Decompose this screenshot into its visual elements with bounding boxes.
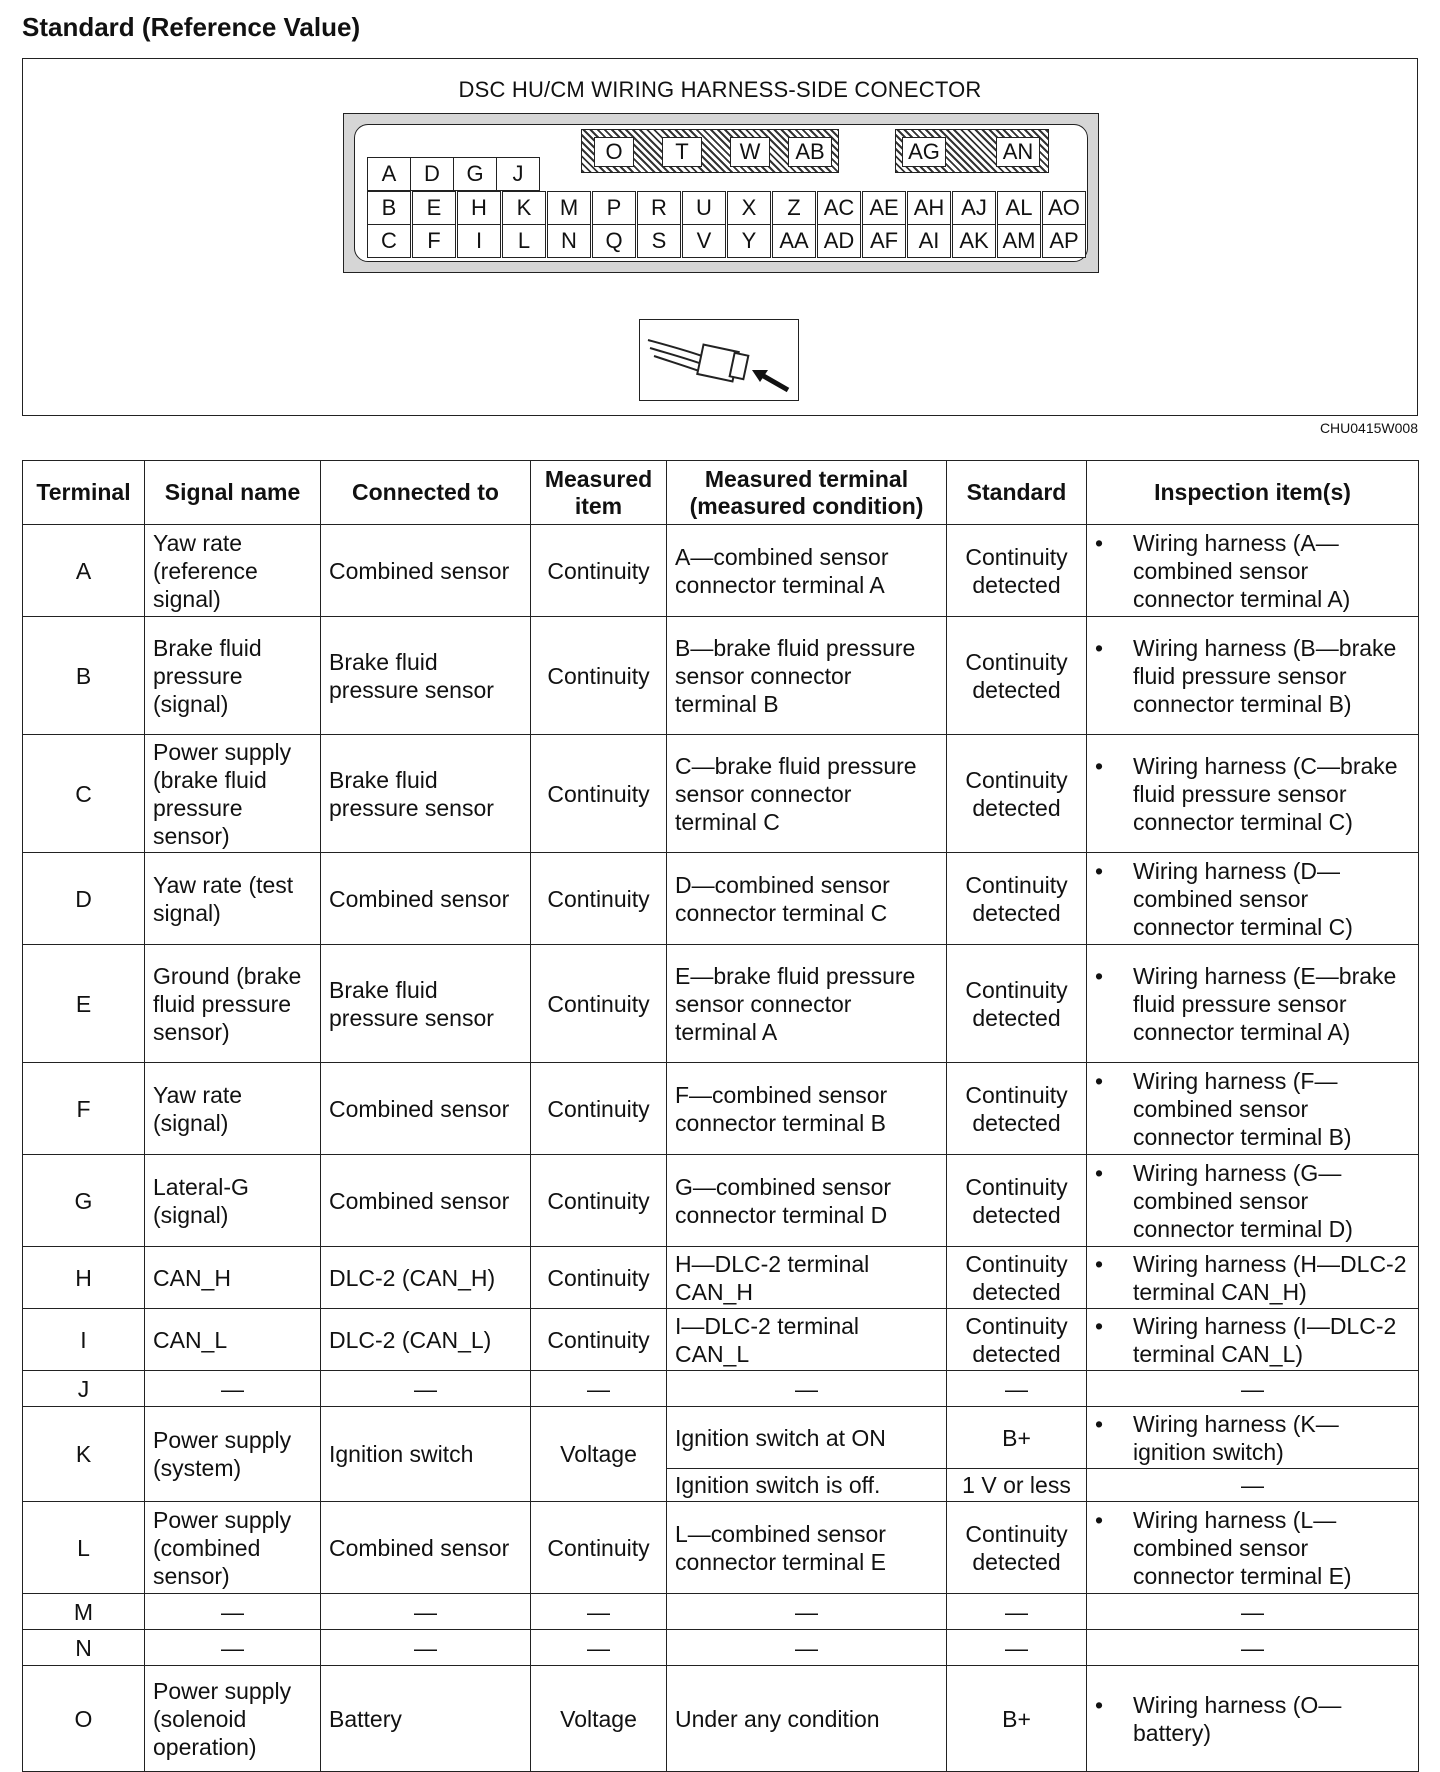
empty-cell: — [1087, 1630, 1419, 1666]
connector-body [343, 113, 1099, 273]
pin: U [682, 191, 726, 225]
connected-to-cell: Battery [321, 1666, 531, 1772]
measured-terminal-cell: I—DLC-2 terminal CAN_L [667, 1309, 947, 1371]
pin: AL [997, 191, 1041, 225]
table-row [23, 617, 1419, 735]
table-row [23, 1502, 1419, 1594]
table-row [23, 1594, 1419, 1630]
measured-item-cell: Continuity [531, 853, 667, 945]
inspection-text: Wiring harness (F—combined sensor connector terminal B) [1133, 1067, 1352, 1150]
standard-cell: Continuity detected [947, 1155, 1087, 1247]
standard-cell: Continuity detected [947, 945, 1087, 1063]
terminal-cell: C [23, 735, 145, 853]
pin: AA [772, 224, 816, 258]
measured-terminal-cell: E—brake fluid pressure sensor connector terminal A [667, 945, 947, 1063]
page-heading: Standard (Reference Value) [22, 12, 361, 42]
empty-cell: — [667, 1630, 947, 1666]
pin: AK [952, 224, 996, 258]
table-row [23, 1247, 1419, 1309]
pin: G [453, 157, 497, 191]
terminal-cell: O [23, 1666, 145, 1772]
inspection-text: Wiring harness (K—ignition switch) [1133, 1410, 1339, 1465]
column-header: Measured item [531, 461, 667, 525]
pin: AM [997, 224, 1041, 258]
pin: J [496, 157, 540, 191]
bullet-icon: • [1095, 962, 1104, 989]
pin: H [457, 191, 501, 225]
inspection-cell [1087, 1247, 1419, 1309]
table-row [23, 1371, 1419, 1407]
measured-item-cell: Voltage [531, 1666, 667, 1772]
signal-name-cell: Yaw rate (reference signal) [145, 525, 321, 617]
pin: Z [772, 191, 816, 225]
terminal-cell: H [23, 1247, 145, 1309]
measured-terminal-cell: L—combined sensor connector terminal E [667, 1502, 947, 1594]
pin: M [547, 191, 591, 225]
table-row [23, 1063, 1419, 1155]
empty-cell: — [531, 1594, 667, 1630]
empty-cell: — [1087, 1371, 1419, 1407]
pin: K [502, 191, 546, 225]
terminal-cell: L [23, 1502, 145, 1594]
pin: AB [788, 137, 832, 167]
terminal-spec-table [22, 460, 1419, 1772]
diagram-title: DSC HU/CM WIRING HARNESS-SIDE CONECTOR [458, 77, 982, 102]
pin: Y [727, 224, 771, 258]
empty-cell: — [947, 1371, 1087, 1407]
pin: AG [902, 137, 946, 167]
pin: W [730, 137, 770, 167]
table-row [23, 525, 1419, 617]
measured-terminal-cell: Under any condition [667, 1666, 947, 1772]
measured-terminal-cell: Ignition switch is off. [667, 1469, 947, 1502]
connected-to-cell: Brake fluid pressure sensor [321, 617, 531, 735]
signal-name-cell: CAN_H [145, 1247, 321, 1309]
standard-cell: Continuity detected [947, 1502, 1087, 1594]
terminal-cell: K [23, 1407, 145, 1502]
measured-terminal-cell: G—combined sensor connector terminal D [667, 1155, 947, 1247]
empty-cell: — [947, 1594, 1087, 1630]
pin: N [547, 224, 591, 258]
standard-cell: 1 V or less [947, 1469, 1087, 1502]
signal-name-cell: Power supply (solenoid operation) [145, 1666, 321, 1772]
terminal-cell: M [23, 1594, 145, 1630]
terminal-cell: G [23, 1155, 145, 1247]
inspection-cell: — [1087, 1469, 1419, 1502]
pin: AI [907, 224, 951, 258]
terminal-cell: E [23, 945, 145, 1063]
bullet-icon: • [1095, 752, 1104, 779]
pin: X [727, 191, 771, 225]
inspection-cell [1087, 1407, 1419, 1469]
pin: P [592, 191, 636, 225]
pin: AD [817, 224, 861, 258]
measured-item-cell: Continuity [531, 735, 667, 853]
standard-cell: Continuity detected [947, 525, 1087, 617]
inspection-cell [1087, 525, 1419, 617]
inspection-cell [1087, 853, 1419, 945]
standard-cell: Continuity detected [947, 617, 1087, 735]
pin: Q [592, 224, 636, 258]
empty-cell: — [1087, 1594, 1419, 1630]
inspection-cell [1087, 1666, 1419, 1772]
measured-item-cell: Voltage [531, 1407, 667, 1502]
empty-cell: — [947, 1630, 1087, 1666]
table-row [23, 1155, 1419, 1247]
bullet-icon: • [1095, 1691, 1104, 1718]
measured-item-cell: Continuity [531, 945, 667, 1063]
standard-cell: Continuity detected [947, 1063, 1087, 1155]
connected-to-cell: DLC-2 (CAN_L) [321, 1309, 531, 1371]
inspection-cell [1087, 1063, 1419, 1155]
signal-name-cell: Power supply (combined sensor) [145, 1502, 321, 1594]
signal-name-cell: CAN_L [145, 1309, 321, 1371]
inspection-text: Wiring harness (G—combined sensor connector terminal D) [1133, 1159, 1353, 1242]
bullet-icon: • [1095, 529, 1104, 556]
pin: AN [996, 137, 1040, 167]
empty-cell: — [531, 1371, 667, 1407]
column-header: Terminal [23, 461, 145, 525]
pin: L [502, 224, 546, 258]
inspection-text: Wiring harness (O—battery) [1133, 1691, 1342, 1746]
terminal-cell: N [23, 1630, 145, 1666]
hatched-pin-block [895, 129, 1049, 173]
standard-cell: Continuity detected [947, 1247, 1087, 1309]
pin: F [412, 224, 456, 258]
inspection-cell [1087, 1502, 1419, 1594]
table-header-row [23, 461, 1419, 525]
pin: D [410, 157, 454, 191]
pin: AE [862, 191, 906, 225]
standard-cell: Continuity detected [947, 853, 1087, 945]
pin: I [457, 224, 501, 258]
figure-code: CHU0415W008 [1319, 420, 1418, 436]
signal-name-cell: Lateral-G (signal) [145, 1155, 321, 1247]
column-header: Standard [947, 461, 1087, 525]
table-row [23, 1666, 1419, 1772]
table-row [23, 735, 1419, 853]
pin: O [594, 137, 634, 167]
connected-to-cell: Combined sensor [321, 1063, 531, 1155]
table-row [23, 1630, 1419, 1666]
connector-face [354, 124, 1088, 262]
standard-cell: B+ [947, 1666, 1087, 1772]
measured-terminal-cell: C—brake fluid pressure sensor connector terminal C [667, 735, 947, 853]
inspection-text: Wiring harness (L—combined sensor connector terminal E) [1133, 1506, 1352, 1589]
signal-name-cell: Power supply (system) [145, 1407, 321, 1502]
connector-diagram [22, 58, 1418, 416]
bullet-icon: • [1095, 1067, 1104, 1094]
pin: E [412, 191, 456, 225]
empty-cell: — [321, 1630, 531, 1666]
inspection-text: Wiring harness (H—DLC-2 terminal CAN_H) [1133, 1250, 1407, 1305]
table-row [23, 945, 1419, 1063]
connected-to-cell: Combined sensor [321, 1502, 531, 1594]
connected-to-cell: Brake fluid pressure sensor [321, 735, 531, 853]
pin: AH [907, 191, 951, 225]
column-header: Connected to [321, 461, 531, 525]
connected-to-cell: Combined sensor [321, 853, 531, 945]
measured-item-cell: Continuity [531, 1247, 667, 1309]
table-row [23, 853, 1419, 945]
standard-cell: B+ [947, 1407, 1087, 1469]
inspection-text: Wiring harness (D—combined sensor connector terminal C) [1133, 857, 1353, 940]
pin: S [637, 224, 681, 258]
bullet-icon: • [1095, 857, 1104, 884]
pin: AO [1042, 191, 1086, 225]
bullet-icon: • [1095, 1250, 1104, 1277]
connected-to-cell: Combined sensor [321, 525, 531, 617]
inspection-text: Wiring harness (A—combined sensor connector terminal A) [1133, 529, 1351, 612]
connected-to-cell: Combined sensor [321, 1155, 531, 1247]
terminal-cell: I [23, 1309, 145, 1371]
measured-terminal-cell: Ignition switch at ON [667, 1407, 947, 1469]
measured-terminal-cell: H—DLC-2 terminal CAN_H [667, 1247, 947, 1309]
inspection-cell [1087, 1309, 1419, 1371]
signal-name-cell: Yaw rate (test signal) [145, 853, 321, 945]
column-header: Measured terminal (measured condition) [667, 461, 947, 525]
signal-name-cell: Ground (brake fluid pressure sensor) [145, 945, 321, 1063]
terminal-cell: A [23, 525, 145, 617]
empty-cell: — [321, 1594, 531, 1630]
signal-name-cell: Brake fluid pressure (signal) [145, 617, 321, 735]
signal-name-cell: Yaw rate (signal) [145, 1063, 321, 1155]
measured-item-cell: Continuity [531, 617, 667, 735]
hatched-pin-block [581, 129, 839, 173]
measured-terminal-cell: A—combined sensor connector terminal A [667, 525, 947, 617]
connected-to-cell: Ignition switch [321, 1407, 531, 1502]
inspection-cell [1087, 945, 1419, 1063]
pin: V [682, 224, 726, 258]
pin: AF [862, 224, 906, 258]
signal-name-cell: Power supply (brake fluid pressure sensor) [145, 735, 321, 853]
pin: A [367, 157, 411, 191]
bullet-icon: • [1095, 1506, 1104, 1533]
pin: AJ [952, 191, 996, 225]
measured-terminal-cell: F—combined sensor connector terminal B [667, 1063, 947, 1155]
bullet-icon: • [1095, 1410, 1104, 1437]
measured-item-cell: Continuity [531, 1155, 667, 1247]
inspection-cell [1087, 1155, 1419, 1247]
empty-cell: — [145, 1371, 321, 1407]
inspection-text: Wiring harness (E—brake fluid pressure sensor connector terminal A) [1133, 962, 1397, 1045]
pin: C [367, 224, 411, 258]
bullet-icon: • [1095, 634, 1104, 661]
standard-cell: Continuity detected [947, 1309, 1087, 1371]
pin: B [367, 191, 411, 225]
pin: T [662, 137, 702, 167]
empty-cell: — [321, 1371, 531, 1407]
table-row [23, 1407, 1419, 1469]
measured-terminal-cell: B—brake fluid pressure sensor connector terminal B [667, 617, 947, 735]
column-header: Signal name [145, 461, 321, 525]
connected-to-cell: Brake fluid pressure sensor [321, 945, 531, 1063]
empty-cell: — [145, 1594, 321, 1630]
bullet-icon: • [1095, 1159, 1104, 1186]
measured-item-cell: Continuity [531, 1063, 667, 1155]
bullet-icon: • [1095, 1312, 1104, 1339]
empty-cell: — [667, 1594, 947, 1630]
column-header: Inspection item(s) [1087, 461, 1419, 525]
terminal-cell: J [23, 1371, 145, 1407]
empty-cell: — [145, 1630, 321, 1666]
empty-cell: — [531, 1630, 667, 1666]
measured-item-cell: Continuity [531, 1309, 667, 1371]
connector-view-icon [639, 319, 799, 401]
inspection-cell [1087, 617, 1419, 735]
connected-to-cell: DLC-2 (CAN_H) [321, 1247, 531, 1309]
terminal-cell: D [23, 853, 145, 945]
inspection-text: Wiring harness (C—brake fluid pressure sensor connector terminal C) [1133, 752, 1398, 835]
pin: AC [817, 191, 861, 225]
inspection-text: Wiring harness (I—DLC-2 terminal CAN_L) [1133, 1312, 1397, 1367]
pin: AP [1042, 224, 1086, 258]
pin: R [637, 191, 681, 225]
empty-cell: — [667, 1371, 947, 1407]
standard-cell: Continuity detected [947, 735, 1087, 853]
measured-terminal-cell: D—combined sensor connector terminal C [667, 853, 947, 945]
inspection-text: Wiring harness (B—brake fluid pressure sensor connector terminal B) [1133, 634, 1397, 717]
terminal-cell: B [23, 617, 145, 735]
terminal-cell: F [23, 1063, 145, 1155]
measured-item-cell: Continuity [531, 525, 667, 617]
table-row [23, 1309, 1419, 1371]
inspection-cell [1087, 735, 1419, 853]
measured-item-cell: Continuity [531, 1502, 667, 1594]
